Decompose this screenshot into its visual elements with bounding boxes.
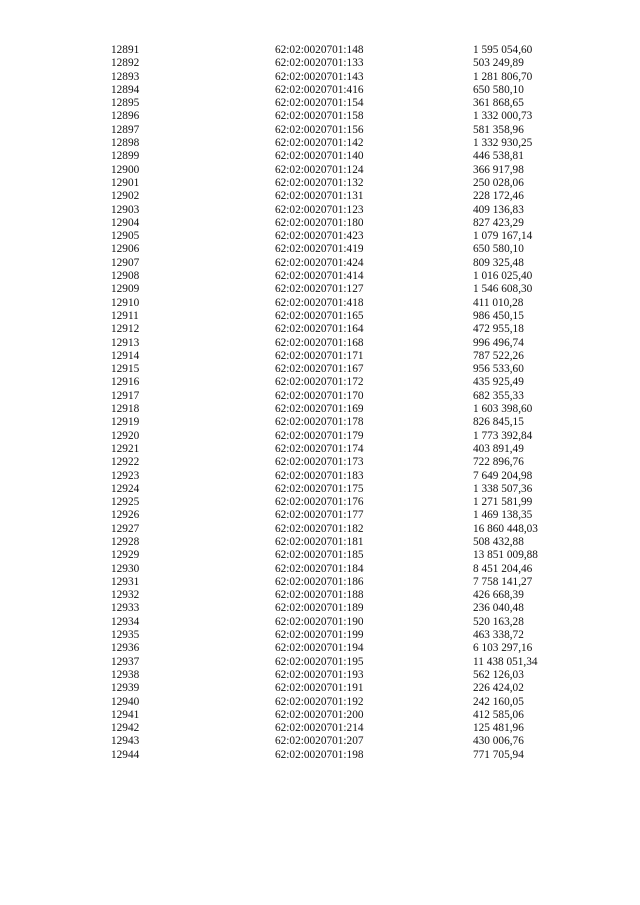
cadastral-number: 62:02:0020701:182 <box>275 522 364 535</box>
cadastral-number: 62:02:0020701:424 <box>275 256 364 269</box>
row-number: 12918 <box>111 403 140 416</box>
row-number: 12895 <box>111 97 140 110</box>
cadastral-number: 62:02:0020701:194 <box>275 642 364 655</box>
cadastral-number: 62:02:0020701:423 <box>275 230 364 243</box>
table-row <box>0 589 640 602</box>
value-cell: 682 355,33 <box>473 389 524 402</box>
cadastral-number: 62:02:0020701:177 <box>275 509 364 522</box>
cadastral-number: 62:02:0020701:188 <box>275 589 364 602</box>
cadastral-number: 62:02:0020701:200 <box>275 708 364 721</box>
value-cell: 125 481,96 <box>473 722 524 735</box>
value-cell: 508 432,88 <box>473 535 524 548</box>
cadastral-number: 62:02:0020701:156 <box>275 123 364 136</box>
row-number: 12909 <box>111 283 140 296</box>
row-number: 12922 <box>111 456 140 469</box>
table-row <box>0 350 640 363</box>
table-row <box>0 137 640 150</box>
row-number: 12942 <box>111 722 140 735</box>
value-cell: 472 955,18 <box>473 323 524 336</box>
row-number: 12944 <box>111 748 140 761</box>
value-cell: 1 338 507,36 <box>473 482 533 495</box>
row-number: 12912 <box>111 323 140 336</box>
table-row <box>0 310 640 323</box>
row-number: 12937 <box>111 655 140 668</box>
cadastral-number: 62:02:0020701:186 <box>275 575 364 588</box>
value-cell: 956 533,60 <box>473 363 524 376</box>
value-cell: 6 103 297,16 <box>473 642 533 655</box>
cadastral-number: 62:02:0020701:133 <box>275 57 364 70</box>
row-number: 12902 <box>111 190 140 203</box>
value-cell: 1 546 608,30 <box>473 283 533 296</box>
cadastral-number: 62:02:0020701:172 <box>275 376 364 389</box>
table-row <box>0 509 640 522</box>
cadastral-number: 62:02:0020701:189 <box>275 602 364 615</box>
cadastral-number: 62:02:0020701:199 <box>275 629 364 642</box>
table-row <box>0 483 640 496</box>
value-cell: 827 423,29 <box>473 216 524 229</box>
table-row <box>0 150 640 163</box>
table-row <box>0 549 640 562</box>
cadastral-number: 62:02:0020701:192 <box>275 695 364 708</box>
row-number: 12935 <box>111 629 140 642</box>
value-cell: 581 358,96 <box>473 123 524 136</box>
row-number: 12941 <box>111 708 140 721</box>
value-cell: 520 163,28 <box>473 615 524 628</box>
row-number: 12903 <box>111 203 140 216</box>
row-number: 12914 <box>111 349 140 362</box>
row-number: 12916 <box>111 376 140 389</box>
cadastral-number: 62:02:0020701:214 <box>275 722 364 735</box>
row-number: 12908 <box>111 270 140 283</box>
value-cell: 8 451 204,46 <box>473 562 533 575</box>
row-number: 12897 <box>111 123 140 136</box>
table-row <box>0 164 640 177</box>
cadastral-number: 62:02:0020701:164 <box>275 323 364 336</box>
row-number: 12891 <box>111 44 140 56</box>
table-row <box>0 363 640 376</box>
value-cell: 242 160,05 <box>473 695 524 708</box>
cadastral-number: 62:02:0020701:154 <box>275 97 364 110</box>
table-row <box>0 749 640 762</box>
value-cell: 409 136,83 <box>473 203 524 216</box>
cadastral-number: 62:02:0020701:419 <box>275 243 364 256</box>
row-number: 12925 <box>111 496 140 509</box>
table-row <box>0 110 640 123</box>
value-cell: 809 325,48 <box>473 256 524 269</box>
cadastral-number: 62:02:0020701:170 <box>275 389 364 402</box>
value-cell: 7 649 204,98 <box>473 469 533 482</box>
table-row <box>0 722 640 735</box>
value-cell: 1 469 138,35 <box>473 509 533 522</box>
cadastral-number: 62:02:0020701:183 <box>275 469 364 482</box>
row-number: 12924 <box>111 482 140 495</box>
table-row <box>0 682 640 695</box>
value-cell: 1 079 167,14 <box>473 230 533 243</box>
table-row <box>0 97 640 110</box>
cadastral-number: 62:02:0020701:148 <box>275 44 364 56</box>
table-row <box>0 629 640 642</box>
table-row <box>0 190 640 203</box>
table-row <box>0 430 640 443</box>
cadastral-number: 62:02:0020701:173 <box>275 456 364 469</box>
value-cell: 771 705,94 <box>473 748 524 761</box>
value-cell: 787 522,26 <box>473 349 524 362</box>
value-cell: 236 040,48 <box>473 602 524 615</box>
row-number: 12932 <box>111 589 140 602</box>
row-number: 12915 <box>111 363 140 376</box>
value-cell: 503 249,89 <box>473 57 524 70</box>
table-row <box>0 443 640 456</box>
row-number: 12911 <box>111 309 139 322</box>
table-row <box>0 563 640 576</box>
data-table <box>0 44 640 762</box>
cadastral-number: 62:02:0020701:184 <box>275 562 364 575</box>
value-cell: 1 595 054,60 <box>473 44 533 56</box>
row-number: 12939 <box>111 682 140 695</box>
value-cell: 650 580,10 <box>473 83 524 96</box>
table-row <box>0 696 640 709</box>
row-number: 12896 <box>111 110 140 123</box>
value-cell: 1 281 806,70 <box>473 70 533 83</box>
row-number: 12913 <box>111 336 140 349</box>
row-number: 12943 <box>111 735 140 748</box>
cadastral-number: 62:02:0020701:180 <box>275 216 364 229</box>
cadastral-number: 62:02:0020701:140 <box>275 150 364 163</box>
value-cell: 996 496,74 <box>473 336 524 349</box>
row-number: 12906 <box>111 243 140 256</box>
table-row <box>0 709 640 722</box>
table-row <box>0 403 640 416</box>
table-row <box>0 337 640 350</box>
cadastral-number: 62:02:0020701:414 <box>275 270 364 283</box>
cadastral-number: 62:02:0020701:178 <box>275 416 364 429</box>
table-row <box>0 470 640 483</box>
cadastral-number: 62:02:0020701:185 <box>275 549 364 562</box>
row-number: 12901 <box>111 176 140 189</box>
cadastral-number: 62:02:0020701:418 <box>275 296 364 309</box>
table-row <box>0 283 640 296</box>
value-cell: 1 332 930,25 <box>473 137 533 150</box>
row-number: 12907 <box>111 256 140 269</box>
cadastral-number: 62:02:0020701:124 <box>275 163 364 176</box>
cadastral-number: 62:02:0020701:142 <box>275 137 364 150</box>
table-row <box>0 297 640 310</box>
row-number: 12940 <box>111 695 140 708</box>
row-number: 12899 <box>111 150 140 163</box>
value-cell: 826 845,15 <box>473 416 524 429</box>
table-row <box>0 536 640 549</box>
value-cell: 986 450,15 <box>473 309 524 322</box>
value-cell: 426 668,39 <box>473 589 524 602</box>
cadastral-number: 62:02:0020701:131 <box>275 190 364 203</box>
table-row <box>0 602 640 615</box>
cadastral-number: 62:02:0020701:158 <box>275 110 364 123</box>
row-number: 12892 <box>111 57 140 70</box>
cadastral-number: 62:02:0020701:191 <box>275 682 364 695</box>
cadastral-number: 62:02:0020701:176 <box>275 496 364 509</box>
value-cell: 11 438 051,34 <box>473 655 538 668</box>
row-number: 12927 <box>111 522 140 535</box>
row-number: 12938 <box>111 668 140 681</box>
table-row <box>0 616 640 629</box>
value-cell: 411 010,28 <box>473 296 524 309</box>
cadastral-number: 62:02:0020701:171 <box>275 349 364 362</box>
table-row <box>0 416 640 429</box>
row-number: 12904 <box>111 216 140 229</box>
row-number: 12934 <box>111 615 140 628</box>
value-cell: 1 332 000,73 <box>473 110 533 123</box>
cadastral-number: 62:02:0020701:416 <box>275 83 364 96</box>
cadastral-number: 62:02:0020701:195 <box>275 655 364 668</box>
table-row <box>0 57 640 70</box>
value-cell: 412 585,06 <box>473 708 524 721</box>
table-row <box>0 177 640 190</box>
row-number: 12900 <box>111 163 140 176</box>
cadastral-number: 62:02:0020701:167 <box>275 363 364 376</box>
value-cell: 722 896,76 <box>473 456 524 469</box>
table-row <box>0 376 640 389</box>
row-number: 12920 <box>111 429 140 442</box>
row-number: 12898 <box>111 137 140 150</box>
cadastral-number: 62:02:0020701:132 <box>275 176 364 189</box>
cadastral-number: 62:02:0020701:179 <box>275 429 364 442</box>
value-cell: 7 758 141,27 <box>473 575 533 588</box>
row-number: 12926 <box>111 509 140 522</box>
cadastral-number: 62:02:0020701:207 <box>275 735 364 748</box>
table-row <box>0 217 640 230</box>
value-cell: 1 271 581,99 <box>473 496 533 509</box>
table-row <box>0 243 640 256</box>
row-number: 12936 <box>111 642 140 655</box>
row-number: 12930 <box>111 562 140 575</box>
value-cell: 562 126,03 <box>473 668 524 681</box>
table-row <box>0 669 640 682</box>
cadastral-number: 62:02:0020701:169 <box>275 403 364 416</box>
value-cell: 403 891,49 <box>473 442 524 455</box>
value-cell: 366 917,98 <box>473 163 524 176</box>
value-cell: 1 016 025,40 <box>473 270 533 283</box>
value-cell: 446 538,81 <box>473 150 524 163</box>
value-cell: 250 028,06 <box>473 176 524 189</box>
table-row <box>0 642 640 655</box>
row-number: 12919 <box>111 416 140 429</box>
value-cell: 226 424,02 <box>473 682 524 695</box>
table-row <box>0 84 640 97</box>
table-row <box>0 735 640 748</box>
value-cell: 435 925,49 <box>473 376 524 389</box>
value-cell: 430 006,76 <box>473 735 524 748</box>
cadastral-number: 62:02:0020701:190 <box>275 615 364 628</box>
value-cell: 650 580,10 <box>473 243 524 256</box>
value-cell: 1 773 392,84 <box>473 429 533 442</box>
table-row <box>0 456 640 469</box>
row-number: 12921 <box>111 442 140 455</box>
table-row <box>0 124 640 137</box>
cadastral-number: 62:02:0020701:193 <box>275 668 364 681</box>
value-cell: 13 851 009,88 <box>473 549 538 562</box>
table-row <box>0 71 640 84</box>
table-row <box>0 523 640 536</box>
cadastral-number: 62:02:0020701:175 <box>275 482 364 495</box>
table-row <box>0 44 640 57</box>
row-number: 12928 <box>111 535 140 548</box>
table-row <box>0 390 640 403</box>
cadastral-number: 62:02:0020701:123 <box>275 203 364 216</box>
row-number: 12894 <box>111 83 140 96</box>
value-cell: 1 603 398,60 <box>473 403 533 416</box>
value-cell: 463 338,72 <box>473 629 524 642</box>
table-row <box>0 323 640 336</box>
row-number: 12929 <box>111 549 140 562</box>
row-number: 12931 <box>111 575 140 588</box>
cadastral-number: 62:02:0020701:174 <box>275 442 364 455</box>
row-number: 12910 <box>111 296 140 309</box>
cadastral-number: 62:02:0020701:127 <box>275 283 364 296</box>
cadastral-number: 62:02:0020701:143 <box>275 70 364 83</box>
cadastral-number: 62:02:0020701:198 <box>275 748 364 761</box>
value-cell: 16 860 448,03 <box>473 522 538 535</box>
row-number: 12893 <box>111 70 140 83</box>
table-row <box>0 204 640 217</box>
table-row <box>0 257 640 270</box>
table-row <box>0 230 640 243</box>
row-number: 12905 <box>111 230 140 243</box>
row-number: 12923 <box>111 469 140 482</box>
table-row <box>0 270 640 283</box>
table-row <box>0 496 640 509</box>
cadastral-number: 62:02:0020701:168 <box>275 336 364 349</box>
value-cell: 361 868,65 <box>473 97 524 110</box>
cadastral-number: 62:02:0020701:181 <box>275 535 364 548</box>
row-number: 12933 <box>111 602 140 615</box>
row-number: 12917 <box>111 389 140 402</box>
cadastral-number: 62:02:0020701:165 <box>275 309 364 322</box>
value-cell: 228 172,46 <box>473 190 524 203</box>
table-row <box>0 656 640 669</box>
table-row <box>0 576 640 589</box>
